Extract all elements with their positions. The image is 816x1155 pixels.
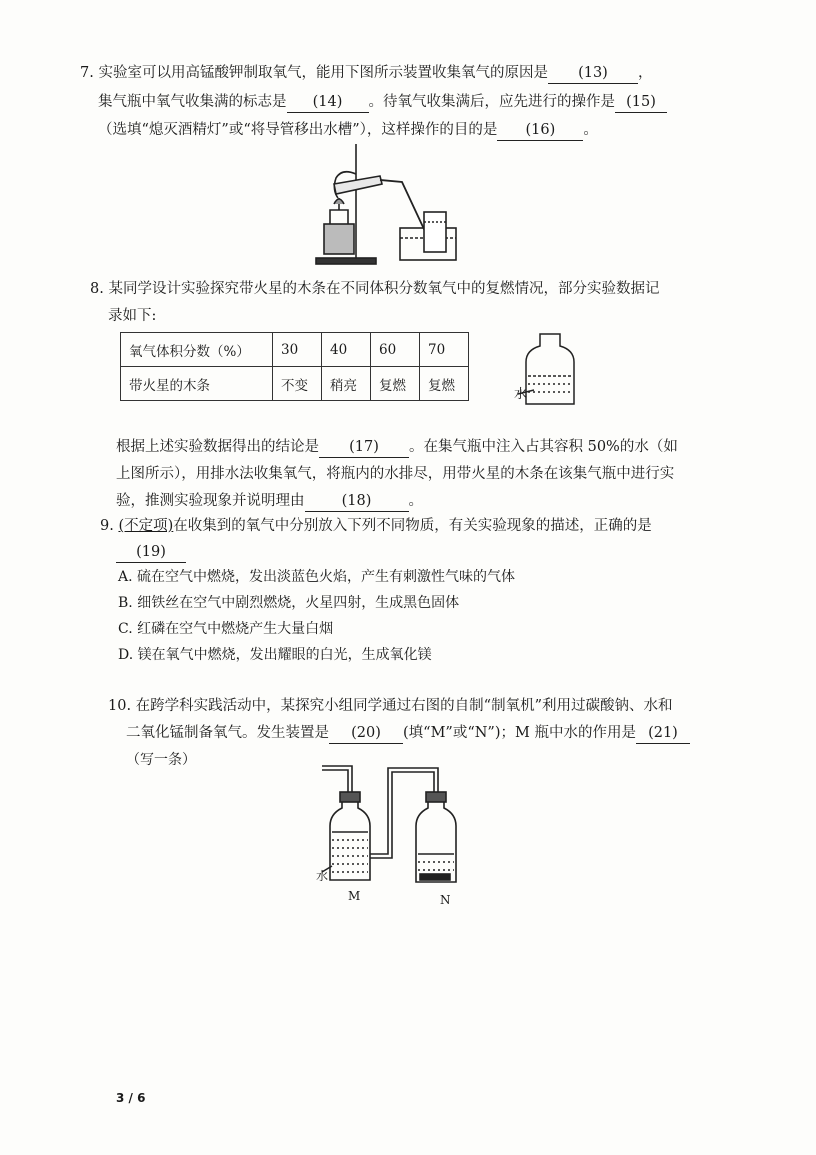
blank-13[interactable]: (13) (548, 63, 638, 84)
q8-text: 。在集气瓶中注入占其容积 50%的水（如 (409, 439, 678, 455)
q8-punct: 。 (408, 493, 423, 509)
table-header-cell: 氧气体积分数（%） (121, 333, 273, 367)
blank-14[interactable]: (14) (287, 92, 369, 113)
q7-punct: ， (637, 65, 653, 81)
oxygen-generator-figure (316, 758, 476, 888)
oxygen-apparatus-figure (312, 138, 472, 268)
blank-15[interactable]: (15) (615, 92, 667, 113)
q8-para1 (116, 437, 678, 458)
q7-text: 7. 实验室可以用高锰酸钾制取氧气，能用下图所示装置收集氧气的原因是 (80, 65, 548, 81)
table-cell: 70 (420, 333, 469, 367)
q7-punct: 。 (583, 122, 598, 138)
table-header-cell: 带火星的木条 (121, 367, 273, 401)
table-cell: 不变 (273, 367, 322, 401)
blank-20[interactable]: (20) (329, 723, 403, 744)
blank-21[interactable]: (21) (636, 723, 690, 744)
q8-text: 根据上述实验数据得出的结论是 (116, 439, 319, 455)
bottle-label-n: N (440, 893, 451, 907)
q8-para3 (116, 491, 423, 512)
blank-18[interactable]: (18) (305, 491, 409, 512)
q8-line2: 录如下: (108, 308, 157, 324)
blank-16[interactable]: (16) (497, 120, 583, 141)
water-label-m: 水 (316, 869, 329, 883)
q9-option-b: B. 细铁丝在空气中剧烈燃烧，火星四射，生成黑色固体 (118, 595, 460, 611)
q9-tag: (不定项) (118, 518, 174, 534)
q10-line1: 10. 在跨学科实践活动中，某探究小组同学通过右图的自制“制氧机”利用过碳酸钠、水和 (108, 698, 673, 714)
table-row (121, 367, 469, 401)
q10-text: 二氧化锰制备氧气。发生装置是 (126, 725, 329, 741)
q9-blank-line (116, 542, 186, 563)
blank-17[interactable]: (17) (319, 437, 409, 458)
q9-option-a: A. 硫在空气中燃烧，发出淡蓝色火焰，产生有刺激性气味的气体 (118, 569, 516, 585)
table-cell: 40 (322, 333, 371, 367)
q9-number: 9. (100, 518, 114, 534)
blank-19[interactable]: (19) (116, 542, 186, 563)
table-cell: 30 (273, 333, 322, 367)
q9-option-d: D. 镁在氧气中燃烧，发出耀眼的白光，生成氧化镁 (118, 647, 432, 663)
q7-text: 。待氧气收集满后，应先进行的操作是 (368, 94, 615, 110)
oxygen-data-table (120, 332, 469, 401)
table-cell: 复燃 (420, 367, 469, 401)
table-cell: 复燃 (371, 367, 420, 401)
q10-line2 (126, 723, 690, 744)
q8-line1: 8. 某同学设计实验探究带火星的木条在不同体积分数氧气中的复燃情况，部分实验数据记 (90, 281, 660, 297)
q9-text: 在收集到的氧气中分别放入下列不同物质，有关实验现象的描述，正确的是 (173, 518, 652, 534)
q8-para2: 上图所示），用排水法收集氧气，将瓶内的水排尽，用带火星的木条在该集气瓶中进行实 (116, 466, 675, 482)
table-cell: 60 (371, 333, 420, 367)
page-number: 3 / 6 (116, 1091, 146, 1105)
q7-text: 集气瓶中氧气收集满的标志是 (98, 94, 287, 110)
table-cell: 稍亮 (322, 367, 371, 401)
q7-text: （选填“熄灭酒精灯”或“将导管移出水槽”），这样操作的目的是 (98, 122, 498, 138)
q9-option-c: C. 红磷在空气中燃烧产生大量白烟 (118, 621, 334, 637)
table-row (121, 333, 469, 367)
water-label: 水 (514, 387, 528, 402)
q8-text: 验，推测实验现象并说明理由 (116, 493, 305, 509)
q7-line1 (80, 63, 652, 84)
q10-line3: （写一条） (126, 752, 196, 768)
bottle-label-m: M (348, 889, 361, 903)
q9-stem (100, 516, 652, 536)
q10-text: (填“M”或“N”)；M 瓶中水的作用是 (403, 725, 636, 741)
q7-line2 (98, 92, 667, 113)
